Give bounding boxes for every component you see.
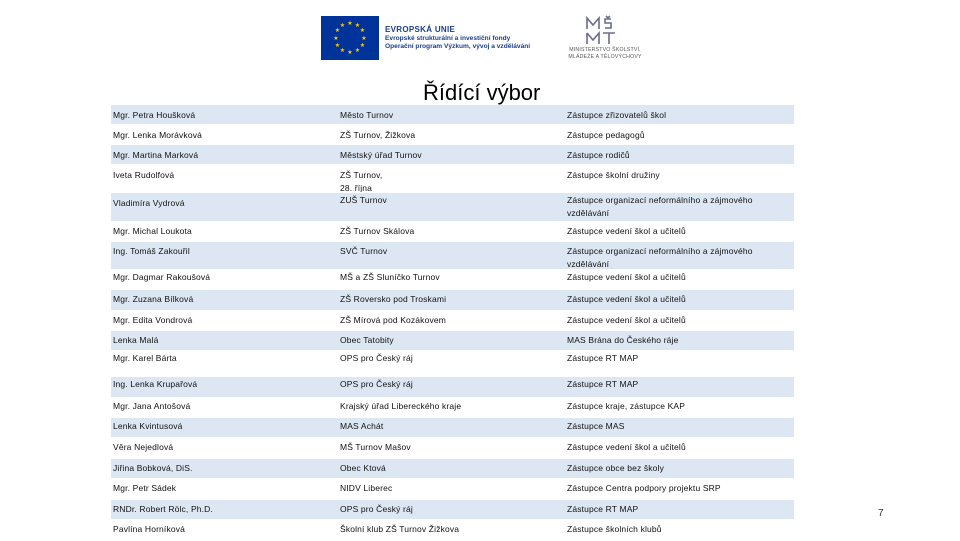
table-row — [111, 125, 794, 145]
member-organization: OPS pro Český ráj — [340, 353, 413, 363]
committee-table — [111, 105, 794, 541]
svg-text:★: ★ — [359, 27, 366, 34]
member-name: Lenka Kvintusová — [113, 421, 183, 431]
member-role: Zástupce školní družiny — [567, 170, 660, 180]
member-organization: NIDV Liberec — [340, 483, 393, 493]
member-organization: Obec Tatobity — [340, 335, 394, 345]
member-organization: ZŠ Turnov, Žižkova — [340, 130, 416, 140]
table-row — [111, 193, 794, 222]
table-row — [111, 270, 794, 290]
member-organization: ZŠ Roversko pod Troskami — [340, 294, 447, 304]
member-role: Zástupce vedení škol a učitelů — [567, 294, 686, 304]
member-role: Zástupce kraje, zástupce KAP — [567, 401, 686, 411]
table-row — [111, 418, 794, 438]
member-organization: Město Turnov — [340, 110, 394, 120]
table-row — [111, 311, 794, 331]
msmt-caption-line2: MLÁDEŽE A TĚLOVÝCHOVY — [568, 53, 642, 60]
member-role: Zástupce rodičů — [567, 150, 630, 160]
msmt-logo — [560, 15, 650, 60]
svg-text:★: ★ — [347, 20, 353, 27]
table-row — [111, 145, 794, 165]
member-role: Zástupce vedení škol a učitelů — [567, 226, 686, 236]
svg-text:★: ★ — [339, 47, 346, 54]
member-name: Vladimíra Vydrová — [113, 198, 185, 208]
member-name: Věra Nejedlová — [113, 442, 174, 452]
member-role — [565, 242, 794, 269]
member-role — [565, 193, 794, 221]
organization-line: 28. října — [340, 183, 373, 192]
member-name: Mgr. Lenka Morávková — [113, 130, 202, 140]
svg-text:★: ★ — [359, 42, 366, 49]
msmt-caption — [560, 47, 650, 60]
table-row — [111, 377, 794, 398]
member-name: Lenka Malá — [113, 335, 159, 345]
member-role: Zástupce RT MAP — [567, 353, 639, 363]
eu-flag-icon — [321, 16, 379, 60]
svg-text:★: ★ — [347, 49, 353, 56]
member-name: Ing. Lenka Krupařová — [113, 379, 198, 389]
svg-text:★: ★ — [339, 22, 346, 29]
member-organization: MŠ a ZŠ Sluníčko Turnov — [340, 272, 440, 282]
table-row — [111, 438, 794, 459]
role-line: Zástupce organizací neformálního a zájmového — [567, 246, 753, 256]
role-line: vzdělávání — [567, 208, 610, 218]
member-organization: MŠ Turnov Mašov — [340, 442, 411, 452]
page-title: Řídící výbor — [423, 80, 541, 105]
member-name: Mgr. Karel Bárta — [113, 353, 177, 363]
table-row — [111, 242, 794, 270]
table-row — [111, 290, 794, 311]
member-role: Zástupce vedení škol a učitelů — [567, 272, 686, 282]
table-row — [111, 331, 794, 351]
member-role: Zástupce RT MAP — [567, 379, 639, 389]
member-organization: ZŠ Turnov Skálova — [340, 226, 415, 236]
member-role: Zástupce zřizovatelů škol — [567, 110, 667, 120]
member-name: Mgr. Jana Antošová — [113, 401, 191, 411]
member-organization: Městský úřad Turnov — [340, 150, 422, 160]
member-organization: OPS pro Český ráj — [340, 379, 413, 389]
table-row — [111, 520, 794, 541]
member-role: Zástupce MAS — [567, 421, 625, 431]
member-organization: Obec Ktová — [340, 463, 386, 473]
member-role: Zástupce Centra podpory projektu SRP — [567, 483, 721, 493]
table-row — [111, 398, 794, 418]
member-organization: ZUŠ Turnov — [340, 195, 387, 205]
member-name: Mgr. Zuzana Bílková — [113, 294, 194, 304]
member-organization: SVČ Turnov — [340, 246, 388, 256]
table-row — [111, 165, 794, 193]
eu-program: Operační program Výzkum, vývoj a vzdělávání — [385, 42, 531, 50]
table-row — [111, 500, 794, 520]
member-role: Zástupce vedení škol a učitelů — [567, 315, 686, 325]
member-role: Zástupce pedagogů — [567, 130, 645, 140]
svg-text:★: ★ — [361, 35, 367, 42]
page-number: 7 — [878, 508, 884, 519]
table-row — [111, 222, 794, 242]
member-organization: ZŠ Mírová pod Kozákovem — [340, 315, 446, 325]
member-name: Pavlína Horníková — [113, 524, 186, 534]
member-name: Jiřina Bobková, DiS. — [113, 463, 193, 473]
table-row — [111, 105, 794, 125]
svg-text:★: ★ — [334, 42, 341, 49]
member-role: Zástupce RT MAP — [567, 504, 639, 514]
table-row — [111, 479, 794, 500]
svg-text:★: ★ — [333, 35, 339, 42]
member-role: Zástupce školních klubů — [567, 524, 662, 534]
member-name: Mgr. Edita Vondrová — [113, 315, 193, 325]
member-name: Mgr. Martina Marková — [113, 150, 199, 160]
eu-logo — [321, 15, 549, 61]
eu-subtitle: Evropské strukturální a investiční fondy — [385, 34, 511, 42]
member-role: MAS Brána do Českého ráje — [567, 335, 679, 345]
svg-text:★: ★ — [334, 27, 341, 34]
svg-text:★: ★ — [354, 47, 361, 54]
member-name: Iveta Rudolfová — [113, 170, 175, 180]
role-line: Zástupce organizací neformálního a zájmového — [567, 195, 753, 205]
member-role: Zástupce vedení škol a učitelů — [567, 442, 686, 452]
member-organization — [338, 165, 565, 192]
msmt-mark-icon — [584, 15, 624, 47]
svg-text:★: ★ — [354, 22, 361, 29]
eu-title: EVROPSKÁ UNIE — [385, 25, 456, 35]
member-name: RNDr. Robert Rölc, Ph.D. — [113, 504, 213, 514]
member-organization: MAS Achát — [340, 421, 384, 431]
member-name: Mgr. Petr Sádek — [113, 483, 177, 493]
member-organization: Krajský úřad Libereckého kraje — [340, 401, 462, 411]
member-organization: OPS pro Český ráj — [340, 504, 413, 514]
msmt-caption-line1: MINISTERSTVO ŠKOLSTVÍ, — [569, 47, 641, 53]
member-role: Zástupce obce bez školy — [567, 463, 664, 473]
member-name: Mgr. Petra Houšková — [113, 110, 196, 120]
member-name: Mgr. Michal Loukota — [113, 226, 192, 236]
member-organization: Školní klub ZŠ Turnov Žižkova — [340, 524, 460, 534]
organization-line: ZŠ Turnov, — [340, 170, 383, 180]
member-name: Mgr. Dagmar Rakoušová — [113, 272, 211, 282]
role-line: vzdělávání — [567, 259, 610, 269]
member-name: Ing. Tomáš Zakouřil — [113, 246, 190, 256]
table-row — [111, 351, 794, 377]
table-row — [111, 459, 794, 479]
